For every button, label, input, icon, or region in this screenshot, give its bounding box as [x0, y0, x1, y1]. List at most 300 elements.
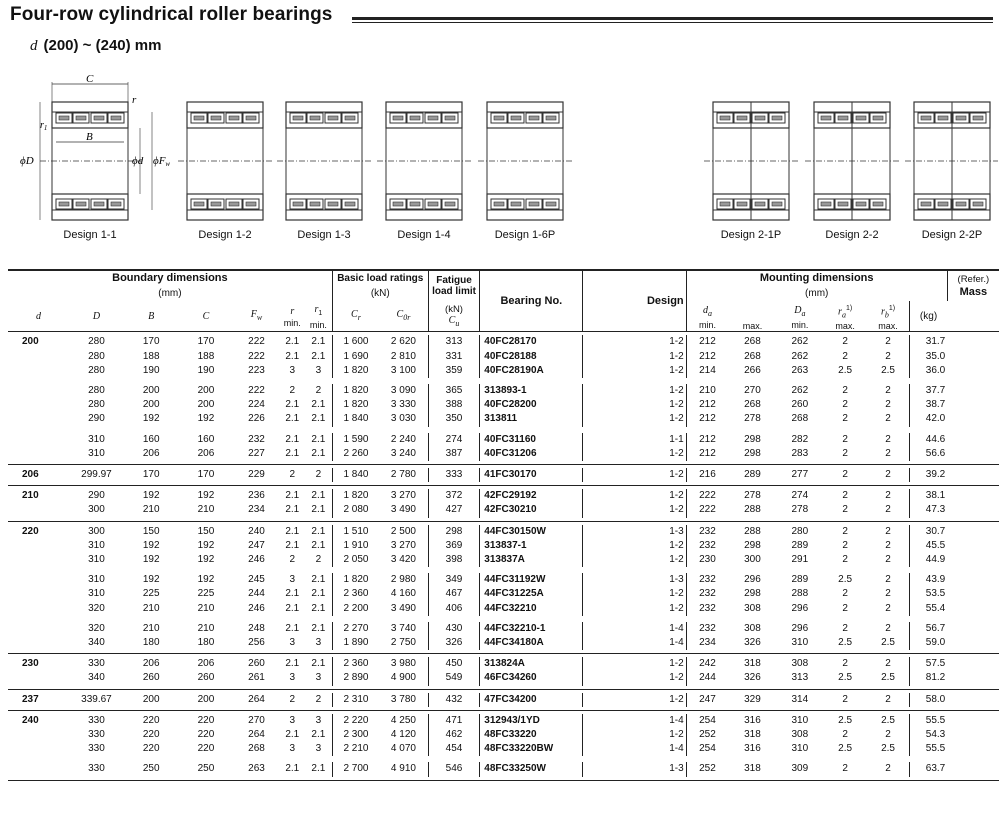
col-Fw: $F_w$: [250, 309, 263, 323]
cell-Fw: 222: [248, 350, 265, 362]
cell-B: 192: [142, 574, 160, 586]
cell-C: 170: [197, 468, 215, 480]
cell-C: 188: [197, 350, 215, 362]
cell-rb-max: 2: [867, 762, 909, 776]
cell-mass: 63.7: [925, 763, 946, 775]
cell-r1: 2.1: [305, 503, 332, 517]
cell-C: 260: [197, 672, 215, 684]
cell-da-min: 212: [686, 447, 728, 461]
dim-B: B: [86, 131, 93, 143]
cell-B: 210: [142, 602, 160, 614]
cell-da-min: 242: [686, 657, 728, 671]
cell-Da-min: 296: [791, 602, 809, 614]
cell-C: 192: [197, 553, 215, 565]
cell-da-min: 216: [686, 468, 728, 482]
cell-da-min: 230: [686, 553, 728, 567]
cell-Da-min: 310: [791, 743, 809, 755]
cell-Cu: 406: [428, 602, 480, 616]
design-2-2p-drawing: [905, 102, 998, 220]
cell-design: 1-2: [669, 539, 684, 551]
cell-D: 290: [88, 413, 105, 425]
cell-da-max: 316: [744, 714, 761, 726]
cell-Fw: 246: [248, 553, 265, 565]
cell-da-max: 316: [744, 743, 761, 755]
cell-B: 192: [142, 539, 160, 551]
cell-C0r: 4 120: [379, 728, 428, 742]
col-da-min: $d_a$ min.: [686, 301, 728, 332]
cell-da-max: 298: [744, 539, 761, 551]
bore-group-200: [8, 332, 999, 465]
cell-ra-max: 2: [842, 658, 848, 670]
cell-ra-max: 2: [842, 729, 848, 740]
cell-C0r: 4 900: [379, 671, 428, 685]
cell-C0r: 3 090: [379, 384, 428, 398]
cell-r: 2.1: [285, 399, 300, 411]
cell-Da-min: 289: [791, 539, 809, 551]
cell-B: 190: [142, 364, 160, 376]
cell-design: 1-2: [669, 384, 684, 396]
cell-r1: 2.1: [305, 525, 332, 539]
cell-rb-max: 2: [867, 587, 909, 601]
cell-Fw: 264: [248, 729, 265, 740]
bore-d: [8, 539, 69, 553]
cell-C: 220: [197, 743, 215, 755]
table-row: [8, 553, 999, 567]
cell-C: 206: [197, 447, 215, 459]
cell-Cu: 427: [428, 503, 480, 517]
page-subtitle: [30, 37, 161, 55]
cell-design: 1-2: [669, 447, 684, 459]
cell-C0r: 2 780: [379, 468, 428, 482]
cell-Da-min: 262: [791, 384, 809, 396]
cell-rb-max: 2.5: [867, 742, 909, 756]
cell-Cu: 450: [428, 657, 480, 671]
bore-d: 210: [22, 490, 39, 502]
table-row: [8, 433, 999, 447]
table-row: [8, 350, 999, 364]
fatigue-header: Fatigue load limit: [428, 270, 480, 301]
cell-r: 3: [289, 364, 296, 376]
cell-B: 200: [142, 399, 160, 411]
design-label-1-2: Design 1-2: [198, 229, 252, 241]
cell-bearing-no: 40FC31206: [480, 447, 583, 461]
cell-r1: 3: [305, 636, 332, 650]
cell-B: 180: [142, 636, 160, 648]
design-label-2-2: Design 2-2: [825, 229, 879, 241]
cell-Cu: 388: [428, 398, 480, 412]
cell-D: 340: [88, 672, 105, 684]
cell-ra-max: 2.5: [838, 364, 853, 376]
cell-B: 220: [142, 729, 160, 740]
cell-bearing-no: 44FC30150W: [480, 525, 583, 539]
cell-Da-min: 262: [791, 350, 809, 362]
col-rb: $r_b^{1)}$ max.: [867, 301, 909, 332]
cell-ra-max: 2: [842, 622, 848, 634]
cell-Cr: 1 820: [343, 490, 369, 502]
bore-group-237: [8, 689, 999, 710]
design-label-2-2p: Design 2-2P: [921, 229, 983, 241]
cell-da-min: 232: [686, 602, 728, 616]
cell-ra-max: 2: [842, 763, 848, 775]
cell-da-max: 298: [744, 588, 761, 600]
cell-B: 192: [142, 553, 160, 565]
cell-design: 1-3: [669, 574, 684, 586]
cell-bearing-no: 40FC28190A: [480, 364, 583, 378]
bore-d: 240: [22, 714, 39, 726]
cell-design: 1-2: [669, 350, 684, 362]
cell-bearing-no: 40FC28188: [480, 350, 583, 364]
cell-D: 310: [88, 553, 105, 565]
cell-B: 170: [142, 336, 160, 348]
cell-D: 320: [88, 602, 105, 614]
cell-Cr: 1 840: [343, 468, 369, 480]
cell-design: 1-2: [669, 336, 684, 348]
design-label-1-6p: Design 1-6P: [494, 229, 556, 241]
bore-d: [8, 412, 69, 426]
cell-Cr: 2 360: [343, 658, 369, 670]
cell-Da-min: 309: [791, 763, 809, 775]
cell-r1: 2: [305, 384, 332, 398]
cell-rb-max: 2: [867, 602, 909, 616]
bore-d: [8, 364, 69, 378]
cell-Fw: 240: [248, 525, 265, 537]
cell-r1: 2.1: [305, 489, 332, 503]
cell-ra-max: 2: [842, 433, 848, 445]
cell-design: 1-2: [669, 588, 684, 600]
cell-B: 150: [142, 525, 160, 537]
cell-da-max: 329: [744, 693, 761, 705]
cell-da-max: 289: [744, 468, 761, 480]
cell-mass: 36.0: [925, 364, 946, 376]
cell-C0r: 3 270: [379, 489, 428, 503]
dim-r: r: [132, 94, 137, 106]
cell-Cu: 471: [428, 714, 480, 728]
cell-da-min: 232: [686, 622, 728, 636]
cell-bearing-no: 41FC30170: [480, 468, 583, 482]
cell-B: 210: [142, 622, 160, 634]
table-row: [8, 468, 999, 482]
cell-B: 160: [142, 433, 160, 445]
cell-Cu: 549: [428, 671, 480, 685]
design-header: Design: [646, 294, 684, 307]
design-1-2-drawing: [178, 102, 272, 220]
dim-phi-d: ϕd: [132, 155, 144, 167]
cell-Da-min: 282: [791, 433, 809, 445]
cell-B: 192: [142, 490, 160, 502]
cell-Fw: 248: [248, 622, 265, 634]
cell-Cr: 2 300: [343, 729, 369, 740]
cell-Fw: 224: [248, 399, 265, 411]
cell-bearing-no: 313837-1: [480, 539, 583, 553]
cell-Da-min: 310: [791, 636, 809, 648]
cell-C0r: 3 030: [379, 412, 428, 426]
cell-ra-max: 2: [842, 539, 848, 551]
cell-C: 192: [197, 413, 215, 425]
boundary-dimensions-header: Boundary dimensions (mm): [8, 270, 332, 301]
cell-r: 2.1: [285, 433, 300, 445]
table-header: [8, 270, 999, 332]
cell-C: 192: [197, 574, 215, 586]
dim-phi-D: ϕD: [20, 155, 34, 167]
cell-da-max: 266: [744, 364, 761, 376]
cell-Cu: 369: [428, 539, 480, 553]
design-1-3-drawing: [277, 102, 371, 220]
cell-Cu: 359: [428, 364, 480, 378]
design-label-1-4: Design 1-4: [397, 229, 451, 241]
cell-C: 200: [197, 384, 215, 396]
cell-Cr: 2 080: [343, 504, 369, 516]
cell-r1: 2.1: [305, 587, 332, 601]
cell-r1: 2.1: [305, 398, 332, 412]
cell-da-max: 278: [744, 490, 761, 502]
cell-Cu: 326: [428, 636, 480, 650]
design-1-4-drawing: [377, 102, 471, 220]
cell-design: 1-4: [669, 743, 684, 755]
cell-Da-min: 263: [791, 364, 809, 376]
table-row: [8, 525, 999, 539]
table-row: [8, 602, 999, 616]
cell-D: 310: [88, 447, 105, 459]
bore-group-220: [8, 521, 999, 654]
cell-D: 280: [88, 336, 105, 348]
col-ra: $r_a^{1)}$ max.: [835, 305, 855, 332]
cell-mass: 39.2: [925, 468, 946, 480]
cell-r: 2: [289, 468, 296, 480]
bore-d: [8, 587, 69, 601]
cell-Da-min: 283: [791, 447, 809, 459]
cell-D: 330: [88, 658, 105, 670]
cell-r: 2.1: [285, 539, 300, 551]
bore-group-210: [8, 486, 999, 521]
design-2-2-drawing: [805, 102, 899, 220]
cell-Cr: 1 590: [343, 433, 369, 445]
cell-da-min: 244: [686, 671, 728, 685]
cell-C0r: 3 740: [379, 622, 428, 636]
bore-group-230: [8, 654, 999, 689]
cell-ra-max: 2: [842, 553, 848, 565]
cell-Da-min: 313: [791, 672, 809, 684]
cell-bearing-no: 313811: [480, 412, 583, 426]
bore-d: [8, 636, 69, 650]
cell-C: 225: [197, 588, 215, 600]
cell-bearing-no: 44FC32210: [480, 602, 583, 616]
cell-mass: 59.0: [925, 636, 946, 648]
cell-da-min: 212: [686, 398, 728, 412]
cell-design: 1-4: [669, 622, 684, 634]
cell-C0r: 3 490: [379, 503, 428, 517]
cell-D: 310: [88, 574, 105, 586]
cell-rb-max: 2: [867, 447, 909, 461]
cell-mass: 35.0: [925, 350, 946, 362]
cell-r: 2: [289, 693, 296, 705]
cell-mass: 55.4: [925, 602, 946, 614]
bore-d: [8, 447, 69, 461]
cell-C: 200: [197, 399, 215, 411]
cell-Da-min: 308: [791, 658, 809, 670]
cell-design: 1-2: [669, 504, 684, 516]
cell-D: 330: [88, 743, 105, 755]
cell-da-max: 326: [744, 672, 761, 684]
cell-B: 225: [142, 588, 160, 600]
cell-rb-max: 2.5: [867, 671, 909, 685]
cell-C: 180: [197, 636, 215, 648]
cell-ra-max: 2.5: [838, 743, 853, 755]
cell-r1: 2.1: [305, 728, 332, 742]
cell-da-max: 278: [744, 413, 761, 425]
cell-ra-max: 2: [842, 588, 848, 600]
cell-Cr: 2 360: [343, 588, 369, 600]
cell-C0r: 4 070: [379, 742, 428, 756]
basic-load-header: Basic load ratings (kN): [332, 270, 428, 301]
table-row: [8, 762, 999, 776]
cell-da-min: 254: [686, 714, 728, 728]
cell-C: 250: [197, 763, 215, 775]
cell-bearing-no: 44FC34180A: [480, 636, 583, 650]
cell-Da-min: 310: [791, 714, 809, 726]
col-da-max: max.: [742, 321, 763, 332]
subtitle-range: (200) ~ (240) mm: [43, 37, 162, 54]
dim-r1: $r_1$: [40, 120, 48, 132]
cell-da-max: 318: [744, 658, 761, 670]
cell-bearing-no: 313893-1: [480, 384, 583, 398]
cell-B: 170: [142, 468, 160, 480]
cell-D: 339.67: [81, 693, 112, 705]
cell-r1: 3: [305, 742, 332, 756]
cell-design: 1-2: [669, 468, 684, 480]
table-row: [8, 539, 999, 553]
cell-B: 200: [142, 693, 160, 705]
cell-rb-max: 2: [867, 468, 909, 482]
col-mass: (kg): [919, 310, 938, 322]
cell-r1: 2.1: [305, 573, 332, 587]
cell-r1: 2.1: [305, 335, 332, 349]
cell-Cu: 331: [428, 350, 480, 364]
cell-D: 280: [88, 350, 105, 362]
cell-mass: 58.0: [925, 693, 946, 705]
bore-d: 230: [22, 658, 39, 670]
cell-Da-min: 291: [791, 553, 809, 565]
cell-da-max: 288: [744, 504, 761, 516]
cell-r: 2.1: [285, 490, 300, 502]
cell-C0r: 2 240: [379, 433, 428, 447]
cell-Cr: 2 310: [343, 693, 369, 705]
cell-mass: 56.6: [925, 447, 946, 459]
cell-mass: 44.6: [925, 433, 946, 445]
col-r: r min.: [283, 306, 301, 329]
cell-r1: 2.1: [305, 762, 332, 776]
subtitle-variable: d: [30, 38, 38, 54]
page-title: Four-row cylindrical roller bearings: [10, 4, 333, 25]
cell-B: 206: [142, 658, 160, 670]
cell-Cr: 2 200: [343, 602, 369, 614]
cell-da-min: 232: [686, 539, 728, 553]
cell-r: 2.1: [285, 658, 300, 670]
cell-Fw: 246: [248, 602, 265, 614]
cell-mass: 54.3: [925, 729, 946, 740]
cell-da-min: 212: [686, 433, 728, 447]
cell-rb-max: 2: [867, 622, 909, 636]
cell-C0r: 3 330: [379, 398, 428, 412]
cell-rb-max: 2: [867, 433, 909, 447]
cell-ra-max: 2: [842, 350, 848, 362]
cell-C0r: 3 100: [379, 364, 428, 378]
cell-ra-max: 2: [842, 693, 848, 705]
cell-D: 290: [88, 490, 105, 502]
design-label-1-3: Design 1-3: [297, 229, 351, 241]
cell-da-max: 268: [744, 336, 761, 348]
cell-D: 330: [88, 729, 105, 740]
cell-C0r: 2 500: [379, 525, 428, 539]
cell-r: 3: [289, 714, 296, 726]
table-row: [8, 335, 999, 349]
cell-C: 150: [197, 525, 215, 537]
table-row: [8, 742, 999, 756]
table-row: [8, 384, 999, 398]
cell-da-max: 268: [744, 350, 761, 362]
cell-Cu: 274: [428, 433, 480, 447]
bearing-table: [8, 269, 999, 781]
cell-rb-max: 2: [867, 384, 909, 398]
cell-r1: 2.1: [305, 412, 332, 426]
mounting-dimensions-header: Mounting dimensions (mm): [686, 270, 947, 301]
bore-d: [8, 350, 69, 364]
cell-Cu: 298: [428, 525, 480, 539]
cell-da-max: 318: [744, 729, 761, 740]
cell-da-min: 232: [686, 525, 728, 539]
cell-r1: 3: [305, 671, 332, 685]
table-row: [8, 503, 999, 517]
cell-Cr: 1 890: [343, 636, 369, 648]
cell-Cu: 313: [428, 335, 480, 349]
cell-design: 1-2: [669, 602, 684, 614]
cell-Fw: 263: [248, 763, 265, 775]
design-label-1-1: Design 1-1: [63, 229, 117, 241]
cell-rb-max: 2: [867, 489, 909, 503]
cell-Fw: 264: [248, 693, 265, 705]
cell-bearing-no: 312943/1YD: [480, 714, 583, 728]
cell-r: 2.1: [285, 413, 300, 425]
cell-D: 300: [88, 525, 105, 537]
cell-r: 2: [289, 384, 296, 396]
cell-bearing-no: 313824A: [480, 657, 583, 671]
cell-Cr: 1 820: [343, 399, 369, 411]
title-rule: [352, 17, 993, 20]
cell-Fw: 244: [248, 588, 265, 600]
table-row: [8, 622, 999, 636]
cell-mass: 56.7: [925, 622, 946, 634]
cell-bearing-no: 42FC30210: [480, 503, 583, 517]
bore-d: [8, 553, 69, 567]
cell-D: 299.97: [81, 468, 112, 480]
cell-B: 200: [142, 384, 160, 396]
cell-mass: 30.7: [925, 525, 946, 537]
cell-C0r: 4 160: [379, 587, 428, 601]
dim-C: C: [86, 73, 94, 85]
cell-r: 2.1: [285, 588, 300, 600]
cell-B: 220: [142, 714, 160, 726]
cell-Da-min: 260: [791, 399, 809, 411]
cell-D: 340: [88, 636, 105, 648]
cell-C0r: 2 620: [379, 335, 428, 349]
cell-Cu: 546: [428, 762, 480, 776]
cell-design: 1-2: [669, 553, 684, 565]
cell-Da-min: 268: [791, 413, 809, 425]
bearing-diagrams: [0, 70, 1001, 230]
cell-B: 192: [142, 413, 160, 425]
cell-da-max: 300: [744, 553, 761, 565]
cell-D: 310: [88, 433, 105, 445]
cell-r1: 2.1: [305, 657, 332, 671]
